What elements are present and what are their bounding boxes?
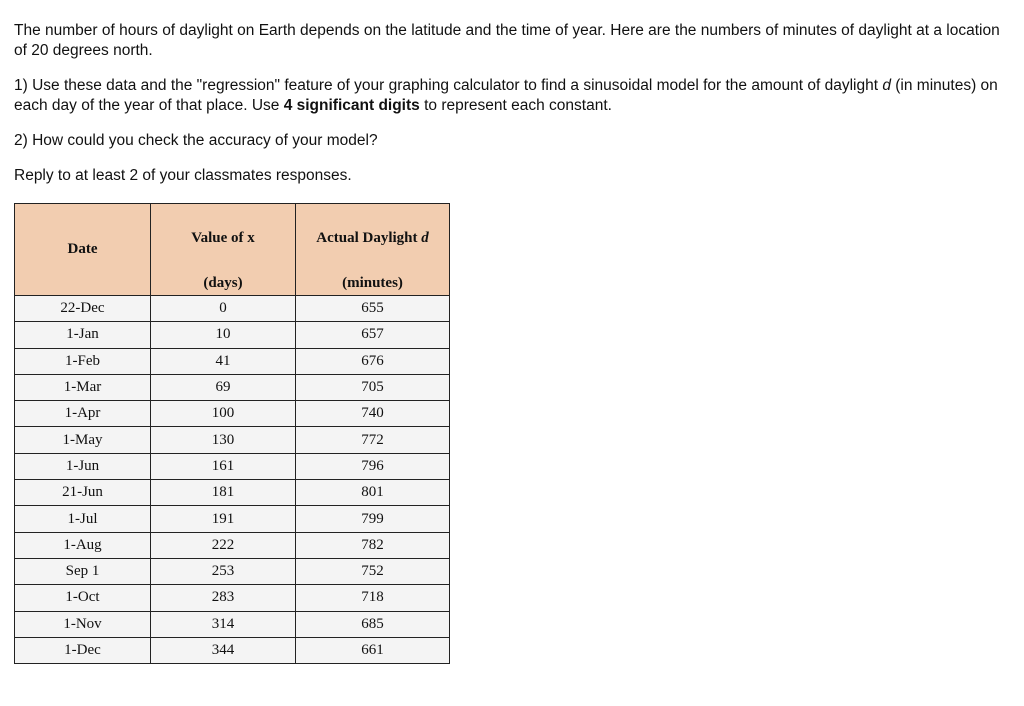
table-row [15,558,450,584]
cell-daylight: 705 [296,374,450,400]
cell-date: 21-Jun [15,480,151,506]
question-2: 2) How could you check the accuracy of your model? [14,132,378,149]
table-row [15,296,450,322]
cell-x: 191 [151,506,296,532]
table-row [15,453,450,479]
cell-daylight: 657 [296,322,450,348]
cell-x: 0 [151,296,296,322]
table-row [15,506,450,532]
table-row [15,322,450,348]
header-date-label: Date [67,241,98,257]
cell-date: 1-Jul [15,506,151,532]
cell-x: 344 [151,637,296,663]
cell-date: 1-Aug [15,532,151,558]
document-body [14,21,1010,664]
cell-x: 283 [151,585,296,611]
table-row [15,401,450,427]
header-daylight-text: Actual Daylight [316,230,422,246]
significant-digits-emphasis: 4 significant digits [283,97,420,114]
cell-date: 1-Nov [15,611,151,637]
table-row [15,585,450,611]
table-row [15,374,450,400]
cell-daylight: 661 [296,637,450,663]
cell-daylight: 782 [296,532,450,558]
cell-daylight: 801 [296,480,450,506]
table-row [15,348,450,374]
header-daylight-label [296,230,449,247]
question-1-text-a: 1) Use these data and the "regression" feature of your graphing calculator to find a sinusoidal model for the amount of daylight [14,77,883,94]
cell-daylight: 718 [296,585,450,611]
cell-x: 100 [151,401,296,427]
variable-d: d [882,77,891,94]
cell-date: 22-Dec [15,296,151,322]
cell-x: 130 [151,427,296,453]
header-x-unit: (days) [203,275,243,291]
cell-x: 161 [151,453,296,479]
table-body [15,296,450,664]
question-1 [14,76,1010,116]
cell-date: 1-Feb [15,348,151,374]
cell-x: 314 [151,611,296,637]
cell-x: 69 [151,374,296,400]
intro-paragraph: The number of hours of daylight on Earth depends on the latitude and the time of year. Here are the numbers of minutes of daylight at a location of 20 degrees north. [14,22,1000,59]
table-row [15,611,450,637]
header-daylight-var: d [421,230,429,246]
cell-x: 10 [151,322,296,348]
daylight-table [14,203,450,664]
header-date [15,204,151,296]
cell-daylight: 655 [296,296,450,322]
cell-x: 181 [151,480,296,506]
cell-x: 41 [151,348,296,374]
header-daylight-unit: (minutes) [342,275,403,291]
table-header-row [15,204,450,296]
cell-daylight: 676 [296,348,450,374]
cell-date: 1-Jan [15,322,151,348]
table-row [15,427,450,453]
cell-date: 1-Mar [15,374,151,400]
cell-x: 222 [151,532,296,558]
cell-daylight: 799 [296,506,450,532]
cell-daylight: 796 [296,453,450,479]
cell-date: 1-Dec [15,637,151,663]
cell-date: 1-May [15,427,151,453]
cell-date: Sep 1 [15,558,151,584]
header-daylight [296,204,450,296]
cell-date: 1-Oct [15,585,151,611]
question-1-text-c: to represent each constant. [419,97,612,114]
header-x-label: Value of x [191,230,255,246]
reply-instruction: Reply to at least 2 of your classmates responses. [14,167,352,184]
table-row [15,532,450,558]
cell-date: 1-Apr [15,401,151,427]
question-1-text-b: (in minutes) on each day of the year of that place. Use [14,77,998,114]
cell-daylight: 685 [296,611,450,637]
table-row [15,637,450,663]
cell-date: 1-Jun [15,453,151,479]
table-row [15,480,450,506]
cell-daylight: 752 [296,558,450,584]
header-x [151,204,296,296]
cell-daylight: 772 [296,427,450,453]
cell-x: 253 [151,558,296,584]
cell-daylight: 740 [296,401,450,427]
